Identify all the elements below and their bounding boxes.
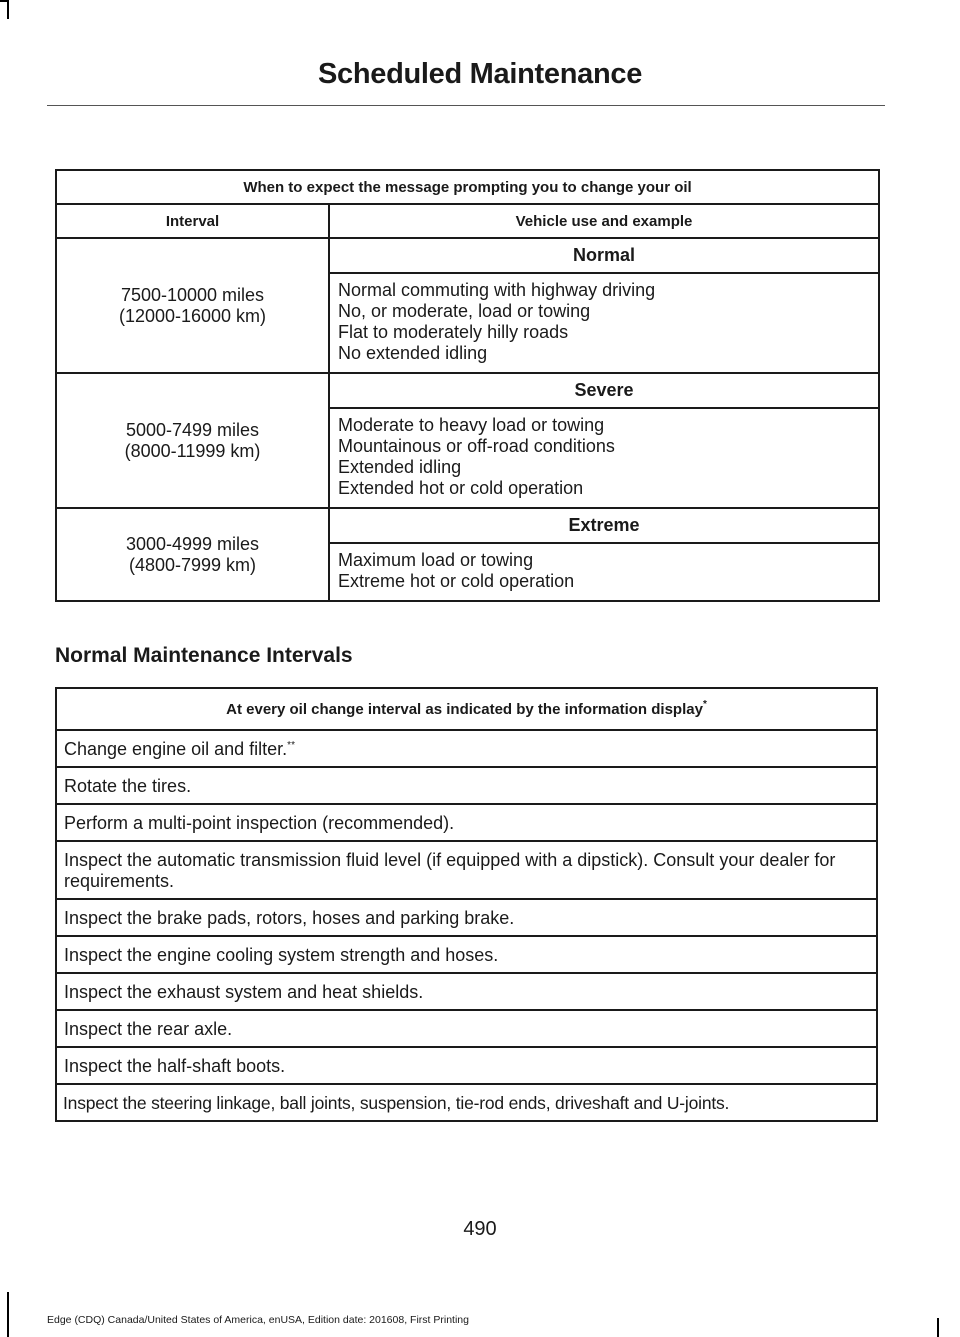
interval-km: (12000-16000 km): [118, 305, 267, 326]
table-row: [56, 936, 877, 973]
interval-miles: 5000-7499 miles: [125, 419, 260, 440]
table-row: [56, 804, 877, 841]
category-extreme: Extreme: [329, 508, 879, 543]
maint-table-header-row: [56, 688, 877, 730]
maint-header-text: At every oil change interval as indicated by the information display: [226, 700, 703, 718]
maint-item-text: Inspect the steering linkage, ball joints, suspension, tie-rod ends, driveshaft and U-joints.: [63, 1093, 730, 1113]
interval-cell: [56, 373, 329, 508]
example-line: No extended idling: [338, 343, 488, 363]
maint-item: [56, 973, 877, 1010]
maint-item: [56, 841, 877, 899]
examples-cell: [329, 543, 879, 601]
interval-cell: [56, 238, 329, 373]
interval-km: (4800-7999 km): [128, 554, 257, 575]
maint-item-text: Inspect the exhaust system and heat shields.: [64, 982, 424, 1002]
footer-edition-info: Edge (CDQ) Canada/United States of America, enUSA, Edition date: 201608, First Printing: [47, 1314, 469, 1326]
maint-item-text: Inspect the brake pads, rotors, hoses and parking brake.: [64, 908, 515, 928]
table-row: [56, 841, 877, 899]
maint-item: [56, 936, 877, 973]
maint-item-text: Inspect the engine cooling system strength and hoses.: [64, 945, 499, 965]
oil-table-header-row: [56, 204, 879, 238]
title-divider: [47, 105, 885, 106]
table-row: [56, 899, 877, 936]
oil-table-caption-row: [56, 170, 879, 204]
example-line: Maximum load or towing: [338, 550, 534, 570]
example-line: Extended hot or cold operation: [338, 478, 584, 498]
footnote-mark: *: [702, 698, 707, 710]
example-line: Extended idling: [338, 457, 462, 477]
example-line: No, or moderate, load or towing: [338, 301, 591, 321]
maint-item-text: Inspect the half-shaft boots.: [64, 1056, 286, 1076]
maint-item-text: Change engine oil and filter.: [64, 739, 288, 759]
col-header-vehicle-use: Vehicle use and example: [329, 204, 879, 238]
maint-item: [56, 1084, 877, 1121]
examples-cell: [329, 408, 879, 508]
maint-item: [56, 1047, 877, 1084]
maint-item: [56, 730, 877, 767]
category-severe: Severe: [329, 373, 879, 408]
examples-cell: [329, 273, 879, 373]
maint-item: [56, 1010, 877, 1047]
example-line: Mountainous or off-road conditions: [338, 436, 615, 456]
maint-item-text: Inspect the rear axle.: [64, 1019, 233, 1039]
table-row: [56, 373, 879, 408]
page-number: 490: [463, 1218, 497, 1240]
footnote-mark: **: [287, 740, 295, 751]
table-row: [56, 973, 877, 1010]
maintenance-table: [55, 687, 878, 1122]
example-line: Extreme hot or cold operation: [338, 571, 575, 591]
maint-item: [56, 767, 877, 804]
maint-item-text: Perform a multi-point inspection (recommended).: [64, 813, 455, 833]
example-line: Flat to moderately hilly roads: [338, 322, 569, 342]
example-line: Moderate to heavy load or towing: [338, 415, 605, 435]
col-header-interval: Interval: [56, 204, 329, 238]
section-heading: Normal Maintenance Intervals: [55, 644, 353, 667]
crop-mark-bottom-left: [7, 1292, 9, 1337]
table-row: [56, 767, 877, 804]
crop-mark-bottom-right: [937, 1318, 939, 1337]
maint-item-text: Rotate the tires.: [64, 776, 192, 796]
example-line: Normal commuting with highway driving: [338, 280, 656, 300]
interval-km: (8000-11999 km): [124, 440, 261, 461]
oil-table-caption: When to expect the message prompting you to change your oil: [56, 170, 879, 204]
table-row: [56, 1084, 877, 1121]
page-title: Scheduled Maintenance: [317, 58, 643, 90]
oil-change-table: [55, 169, 880, 602]
table-row: [56, 508, 879, 543]
interval-miles: 7500-10000 miles: [120, 284, 265, 305]
maint-item: [56, 899, 877, 936]
crop-mark-top-left: [0, 0, 7, 2]
crop-mark-top-left: [7, 0, 9, 19]
maint-item-text: Inspect the automatic transmission fluid level (if equipped with a dipstick). Consult your dealer for requirements.: [64, 850, 836, 891]
maint-item: [56, 804, 877, 841]
category-normal: Normal: [329, 238, 879, 273]
table-row: [56, 1010, 877, 1047]
table-row: [56, 238, 879, 273]
table-row: [56, 730, 877, 767]
maint-table-header: [56, 688, 877, 730]
interval-cell: [56, 508, 329, 601]
interval-miles: 3000-4999 miles: [125, 533, 260, 554]
table-row: [56, 1047, 877, 1084]
